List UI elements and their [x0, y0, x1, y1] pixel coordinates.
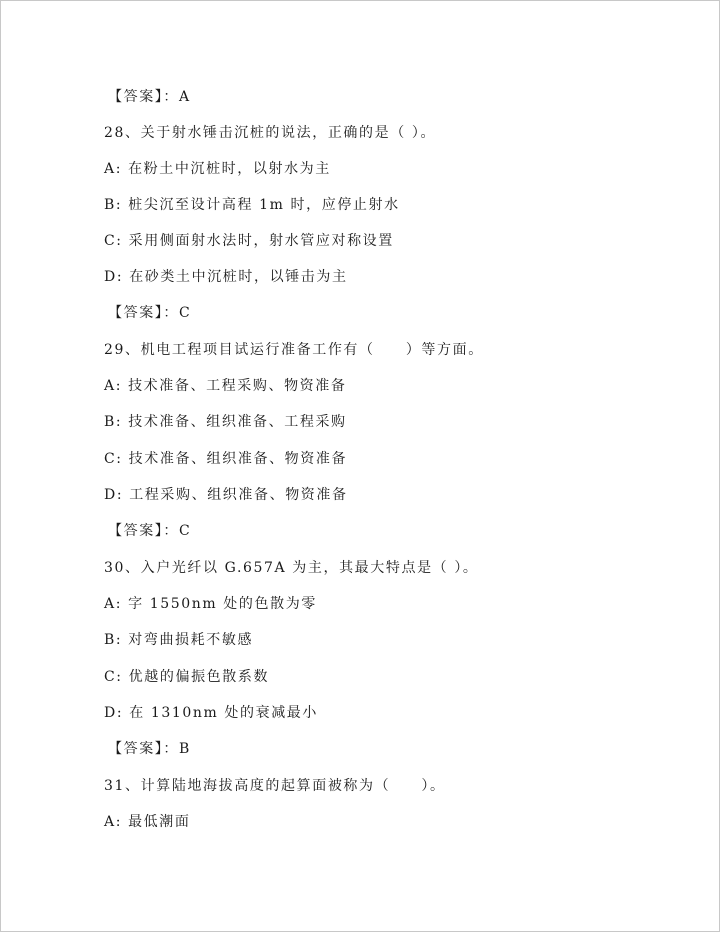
answer-label: 【答案】：C — [108, 523, 192, 539]
answer-label: 【答案】：C — [108, 305, 192, 321]
question-28-option-d: D: 在砂类土中沉桩时，以锤击为主 — [104, 269, 348, 285]
question-28-option-a: A: 在粉土中沉桩时，以射水为主 — [104, 161, 331, 177]
question-29: 29、机电工程项目试运行准备工作有（ ）等方面。 — [104, 342, 484, 358]
question-30: 30、入户光纤以 G.657A 为主，其最大特点是（ ）。 — [104, 560, 479, 576]
question-30-option-c: C: 优越的偏振色散系数 — [104, 669, 270, 685]
question-29-option-d: D: 工程采购、组织准备、物资准备 — [104, 487, 348, 503]
question-31-option-a: A: 最低潮面 — [104, 814, 191, 830]
question-30-option-a: A: 字 1550nm 处的色散为零 — [104, 596, 317, 612]
question-31: 31、计算陆地海拔高度的起算面被称为（ ）。 — [104, 778, 446, 794]
question-28-option-b: B: 桩尖沉至设计高程 1m 时，应停止射水 — [104, 197, 400, 213]
answer-label: 【答案】：A — [108, 89, 191, 105]
question-28-option-c: C: 采用侧面射水法时，射水管应对称设置 — [104, 233, 394, 249]
answer-label: 【答案】：B — [108, 741, 191, 757]
question-29-option-c: C: 技术准备、组织准备、物资准备 — [104, 451, 348, 467]
question-29-option-a: A: 技术准备、工程采购、物资准备 — [104, 378, 347, 394]
question-28: 28、关于射水锤击沉桩的说法，正确的是（ ）。 — [104, 125, 437, 141]
question-30-option-b: B: 对弯曲损耗不敏感 — [104, 632, 254, 648]
question-29-option-b: B: 技术准备、组织准备、工程采购 — [104, 414, 347, 430]
question-30-option-d: D: 在 1310nm 处的衰减最小 — [104, 705, 319, 721]
